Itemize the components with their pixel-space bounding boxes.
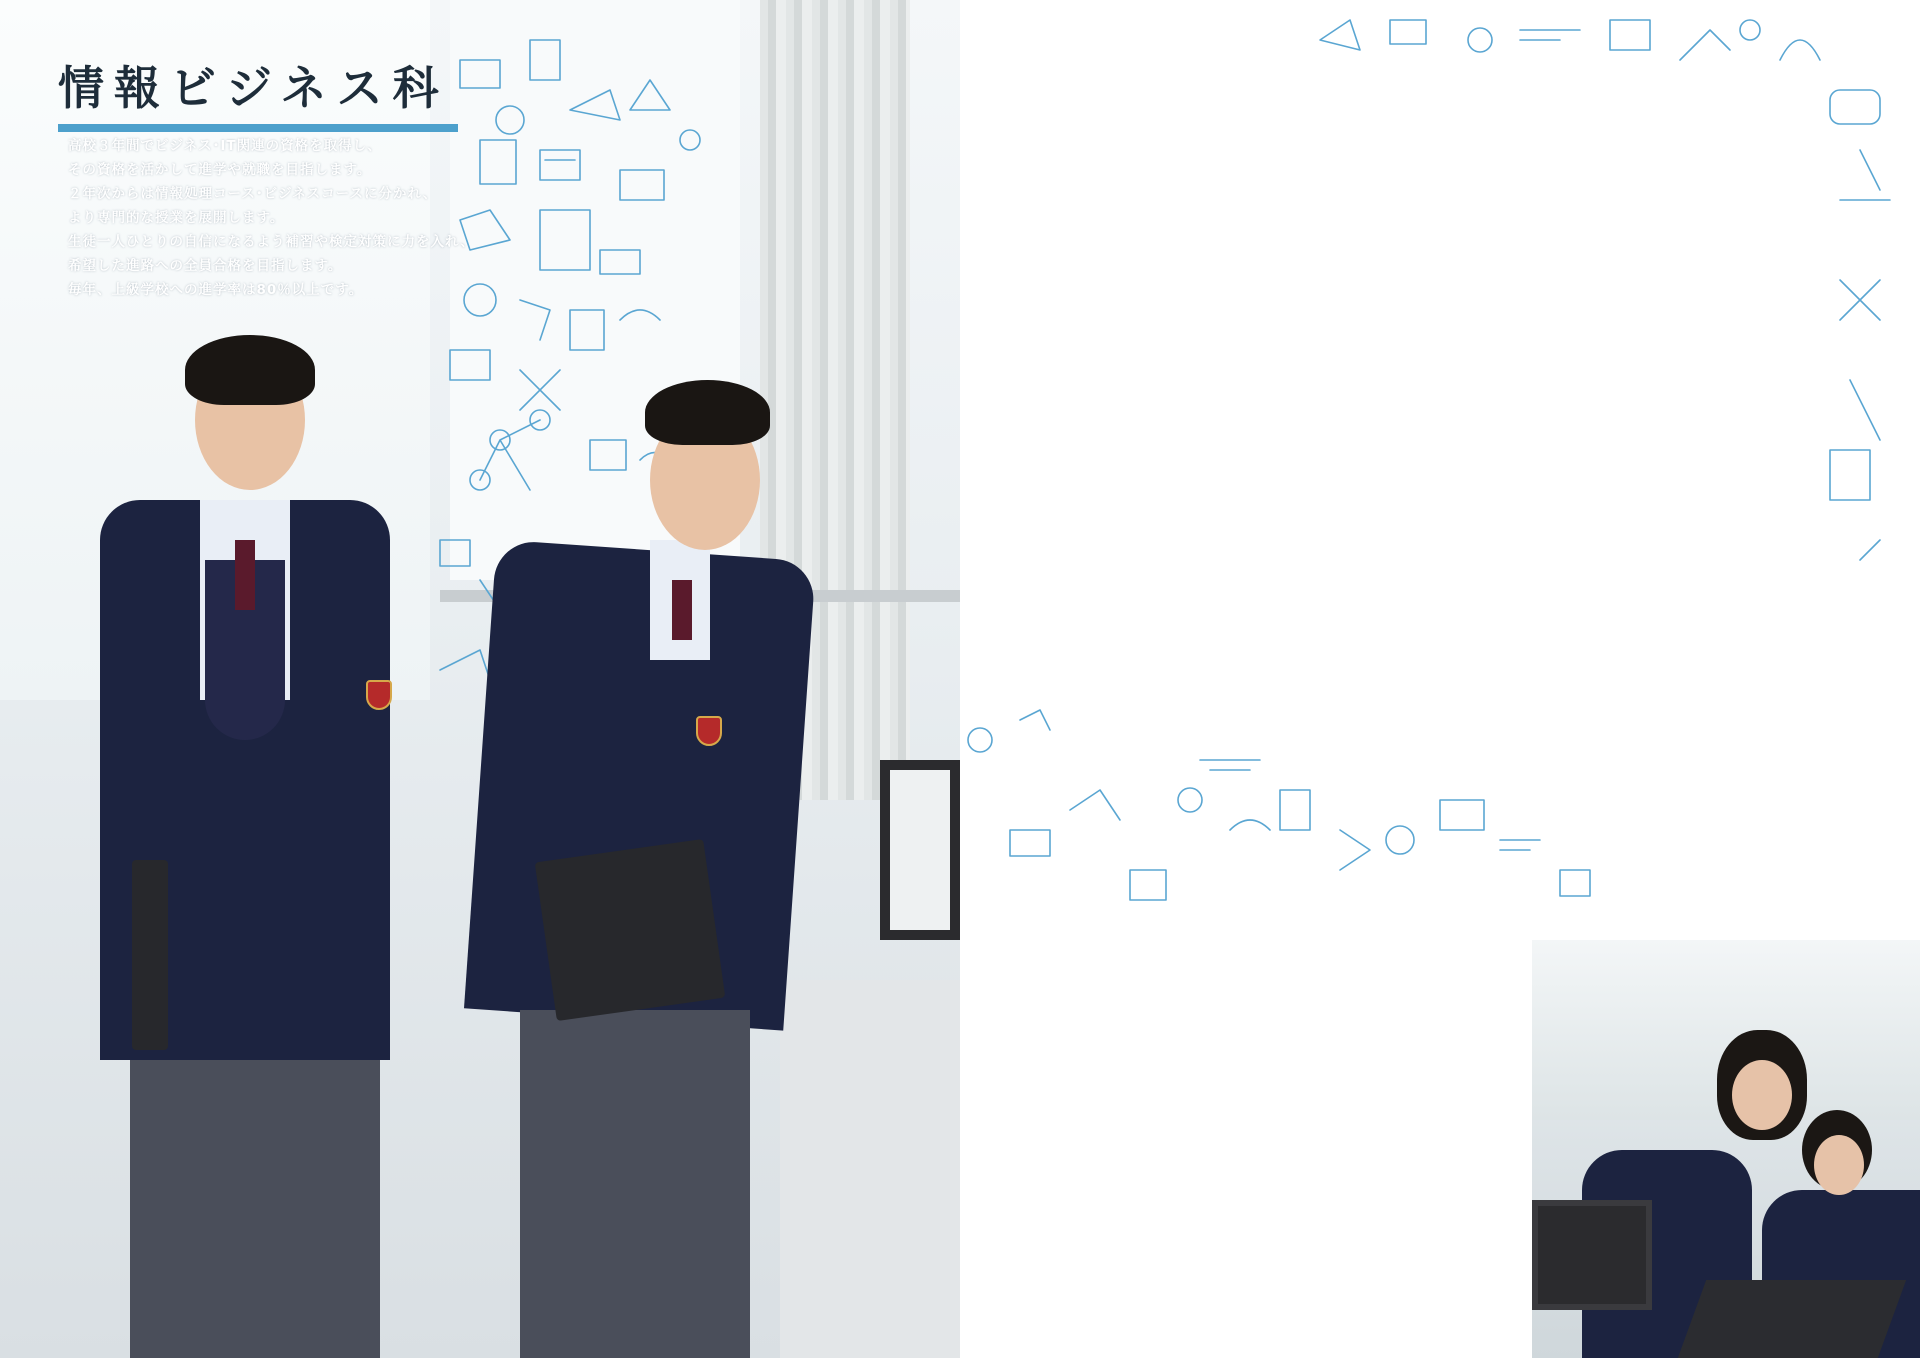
laptop — [1678, 1280, 1906, 1358]
desk — [780, 980, 960, 1358]
trousers — [520, 1010, 750, 1358]
laptop — [132, 860, 168, 1050]
title-underline — [58, 124, 458, 132]
laptop — [535, 839, 726, 1021]
hair — [185, 335, 315, 405]
intro-line: 生徒一人ひとりの自信になるよう補習や検定対策に力を入れ、 — [68, 234, 475, 250]
intro-line: その資格を活かして進学や就職を目指します。 — [68, 162, 372, 178]
intro-text — [68, 134, 488, 302]
intro-line: 希望した進路への全員合格を目指します。 — [68, 258, 343, 274]
student-face — [1732, 1060, 1792, 1130]
intro-line: 毎年、上級学校への進学率は80％以上です。 — [68, 282, 364, 298]
intro-line: ２年次からは情報処理コース･ビジネスコースに分かれ、 — [68, 186, 438, 202]
page-title: 情報ビジネス科 — [58, 61, 449, 115]
student-face — [1814, 1135, 1864, 1195]
title-block — [58, 52, 458, 132]
hair — [645, 380, 770, 445]
school-emblem — [366, 680, 392, 710]
intro-line: 高校３年間でビジネス･IT関連の資格を取得し、 — [68, 138, 382, 154]
intro-line: より専門的な授業を展開します。 — [68, 210, 285, 226]
monitor — [1532, 1200, 1652, 1310]
classroom-photo — [1532, 940, 1920, 1358]
school-emblem — [696, 716, 722, 746]
tie — [235, 540, 255, 610]
monitor — [880, 760, 960, 940]
trousers — [130, 1060, 380, 1358]
tie — [672, 580, 692, 640]
